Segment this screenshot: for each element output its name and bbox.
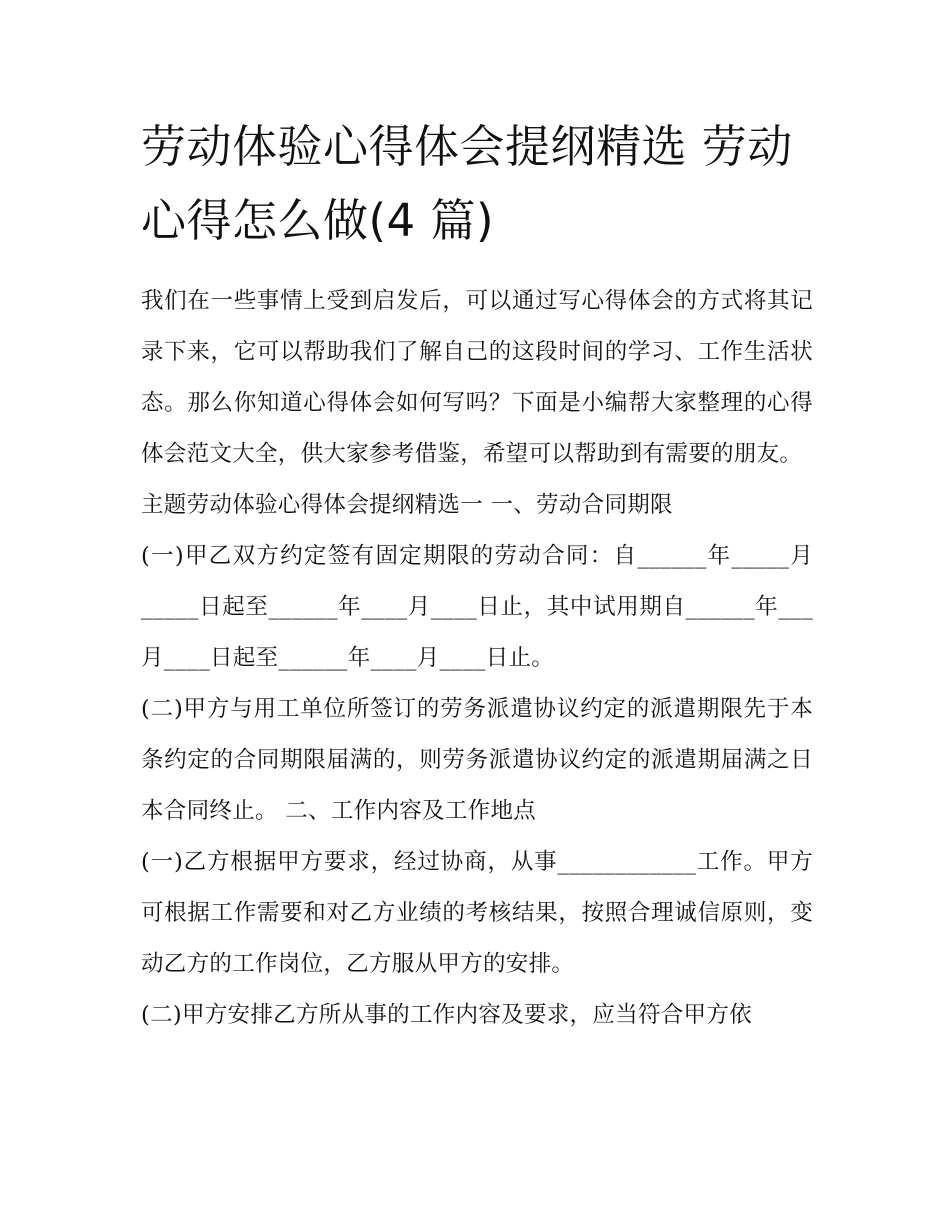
paragraph-section-heading: 主题劳动体验心得体会提纲精选一 一、劳动合同期限 xyxy=(141,492,673,518)
paragraph-dispatch-term: (二)甲方与用工单位所签订的劳务派遣协议约定的派遣期限先于本条约定的合同期限届满的，则劳务派遣协议约定的派遣期届满之日本合同终止。 二、工作内容及工作地点 xyxy=(141,696,813,824)
paragraph-contract-term: (一)甲乙双方约定签有固定期限的劳动合同：自______年_____月_____日起至______年____月____日止，其中试用期自______年___月____日起至______年____月____日止。 xyxy=(141,543,813,671)
document-title: 劳动体验心得体会提纲精选 劳动心得怎么做(4 篇) xyxy=(141,120,793,247)
document-page xyxy=(141,110,813,1041)
document-body xyxy=(141,276,813,1041)
paragraph-work-content: (一)乙方根据甲方要求，经过协商，从事____________工作。甲方可根据工作需要和对乙方业绩的考核结果，按照合理诚信原则，变动乙方的工作岗位，乙方服从甲方的安排。 xyxy=(141,849,813,977)
paragraph-intro: 我们在一些事情上受到启发后，可以通过写心得体会的方式将其记录下来，它可以帮助我们了解自己的这段时间的学习、工作生活状态。那么你知道心得体会如何写吗？下面是小编帮大家整理的心得体会范文大全，供大家参考借鉴，希望可以帮助到有需要的朋友。 xyxy=(141,288,813,467)
paragraph-work-requirements: (二)甲方安排乙方所从事的工作内容及要求，应当符合甲方依 xyxy=(141,1002,752,1028)
